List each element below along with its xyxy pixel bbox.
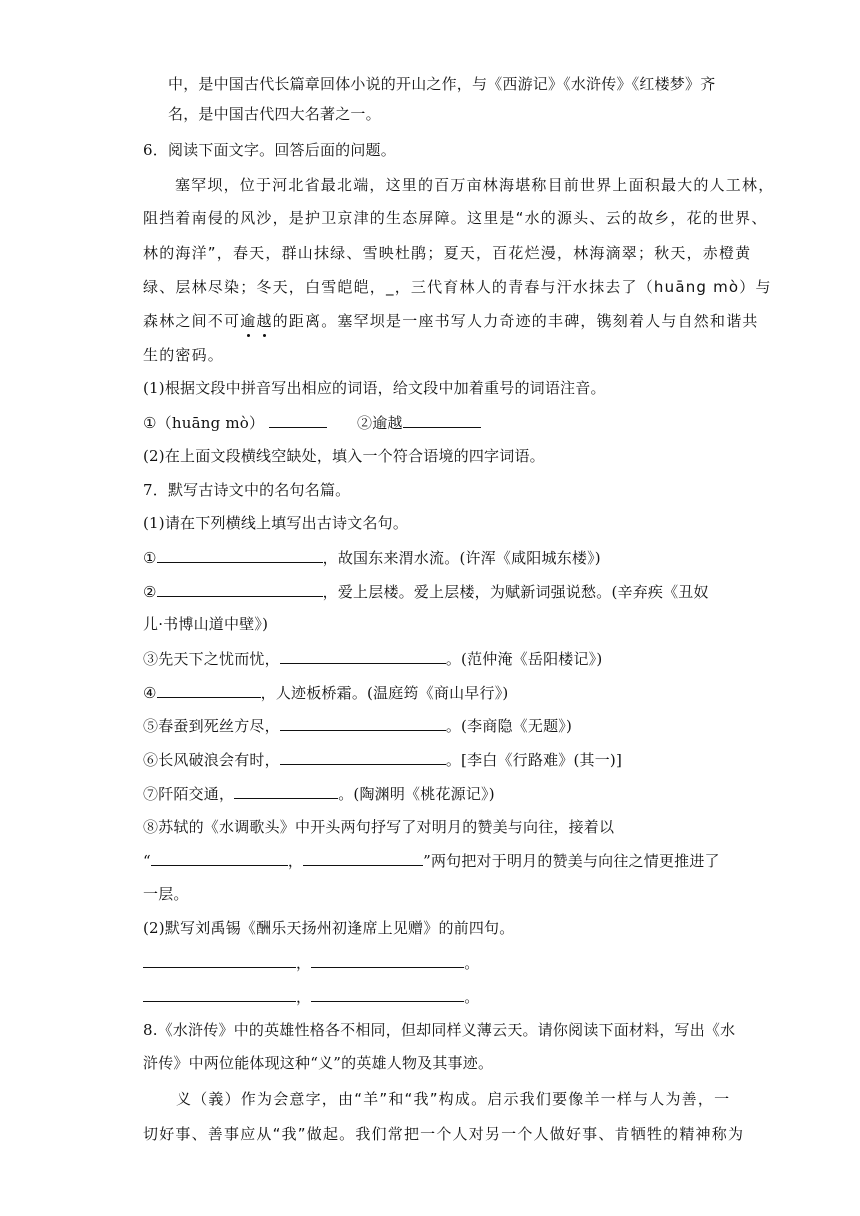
answer-blank[interactable] <box>151 850 288 866</box>
question-8-title-cont: 浒传》中两位能体现这种“义”的英雄人物及其事迹。 <box>143 1054 494 1072</box>
answer-blank[interactable] <box>269 412 327 428</box>
question-8-title: 8.《水浒传》中的英雄性格各不相同，但却同样义薄云天。请你阅读下面材料，写出《水 <box>143 1021 736 1039</box>
fill-item-8-cont: 一层。 <box>143 885 189 903</box>
question-6-title: 6．阅读下面文字。回答后面的问题。 <box>143 141 396 159</box>
answer-blank[interactable] <box>280 715 446 731</box>
question-6-2: (2)在上面文段横线空缺处，填入一个符合语境的四字词语。 <box>143 447 545 465</box>
fill-item-2 <box>143 581 709 602</box>
answer-blank[interactable] <box>303 850 423 866</box>
emphasis-char: 逾 <box>240 312 257 330</box>
answer-blank[interactable] <box>143 952 296 968</box>
question-6-1: (1)根据文段中拼音写出相应的词语，给文段中加着重号的词语注音。 <box>143 379 606 397</box>
answer-blank[interactable] <box>280 749 446 765</box>
passage-line: 塞罕坝，位于河北省最北端，这里的百万亩林海堪称目前世界上面积最大的人工林， <box>175 176 775 194</box>
answer-blank[interactable] <box>234 783 338 799</box>
item-number: ④ <box>143 684 157 702</box>
item-number: ② <box>143 583 157 601</box>
item-text: ”两句把对于明月的赞美与向往之情更推进了 <box>423 852 720 870</box>
answer-blank[interactable] <box>311 952 464 968</box>
item-label: ①（huāng mò） <box>143 414 265 432</box>
emphasis-char: 越 <box>256 312 273 330</box>
item-text: 。(范仲淹《岳阳楼记》) <box>445 650 603 668</box>
quote-mark: “ <box>143 852 151 870</box>
punct: ， <box>287 852 304 870</box>
fill-item-4 <box>143 682 508 703</box>
answer-line-6-1b <box>357 412 481 433</box>
item-text: ，故国东来渭水流。(许浑《咸阳城东楼》) <box>322 549 601 567</box>
fill-item-3 <box>143 648 602 669</box>
fill-item-6 <box>143 749 622 770</box>
fill-item-2-cont: 儿·书博山道中壁》) <box>143 615 269 633</box>
punct: 。 <box>464 988 480 1006</box>
answer-blank[interactable] <box>157 682 261 698</box>
fill-item-1 <box>143 547 601 568</box>
fill-item-7 <box>143 783 495 804</box>
item-text: ，人迹板桥霜。(温庭筠《商山早行》) <box>260 684 509 702</box>
question-7-title: 7．默写古诗文中的名句名篇。 <box>143 481 351 499</box>
material-line: 切好事、善事应从“我”做起。我们常把一个人对另一个人做好事、肯牺牲的精神称为 <box>143 1125 745 1143</box>
punct: 。 <box>464 954 480 972</box>
fill-item-8: ⑧苏轼的《水调歌头》中开头两句抒写了对明月的赞美与向往，接着以 <box>143 818 615 836</box>
punct: ， <box>296 988 312 1006</box>
fill-item-5 <box>143 715 572 736</box>
question-7-1: (1)请在下列横线上填写出古诗文名句。 <box>143 514 409 532</box>
text-line: 名，是中国古代四大名著之一。 <box>168 105 381 123</box>
passage-text: 的距离。塞罕坝是一座书写人力奇迹的丰碑，镌刻着人与自然和谐共 <box>272 312 759 330</box>
passage-line: 阻挡着南侵的风沙，是护卫京津的生态屏障。这里是“水的源头、云的故乡，花的世界、 <box>143 209 768 227</box>
item-text: ，爱上层楼。爱上层楼，为赋新词强说愁。(辛弃疾《丑奴 <box>322 583 709 601</box>
answer-blank[interactable] <box>143 986 296 1002</box>
text-line: 中，是中国古代长篇章回体小说的开山之作，与《西游记》《水浒传》《红楼梦》齐 <box>168 75 716 93</box>
passage-text: 森林之间不可 <box>143 312 241 330</box>
answer-blank[interactable] <box>311 986 464 1002</box>
item-label: ②逾越 <box>357 414 403 432</box>
item-text: 。[李白《行路难》(其一)] <box>445 751 623 769</box>
recite-line-1 <box>143 952 479 973</box>
answer-blank[interactable] <box>157 581 323 597</box>
recite-line-2 <box>143 986 479 1007</box>
item-text: 。(李商隐《无题》) <box>445 717 573 735</box>
answer-blank[interactable] <box>403 412 481 428</box>
item-number: ① <box>143 549 157 567</box>
item-text: ③先天下之忧而忧， <box>143 650 280 668</box>
passage-line: 林的海洋”，春天，群山抹绿、雪映杜鹃；夏天，百花烂漫，林海滴翠；秋天，赤橙黄 <box>143 244 752 262</box>
item-text: ⑦阡陌交通， <box>143 785 235 803</box>
item-text: ⑤春蚕到死丝方尽， <box>143 717 280 735</box>
passage-line <box>143 311 759 331</box>
answer-line-6-1 <box>143 412 327 433</box>
question-7-2: (2)默写刘禹锡《酬乐天扬州初逢席上见赠》的前四句。 <box>143 919 515 937</box>
fill-item-8-blanks <box>143 850 720 871</box>
item-text: ⑥长风破浪会有时， <box>143 751 280 769</box>
answer-blank[interactable] <box>280 648 446 664</box>
passage-line: 绿、层林尽染；冬天，白雪皑皑，_，三代育林人的青春与汗水抹去了（huāng mò）与 <box>143 278 772 296</box>
punct: ， <box>296 954 312 972</box>
material-line: 义（義）作为会意字，由“羊”和“我”构成。启示我们要像羊一样与人为善，一 <box>176 1090 731 1108</box>
item-text: 。(陶渊明《桃花源记》) <box>338 785 495 803</box>
passage-line: 生的密码。 <box>143 346 225 364</box>
answer-blank[interactable] <box>157 547 323 563</box>
